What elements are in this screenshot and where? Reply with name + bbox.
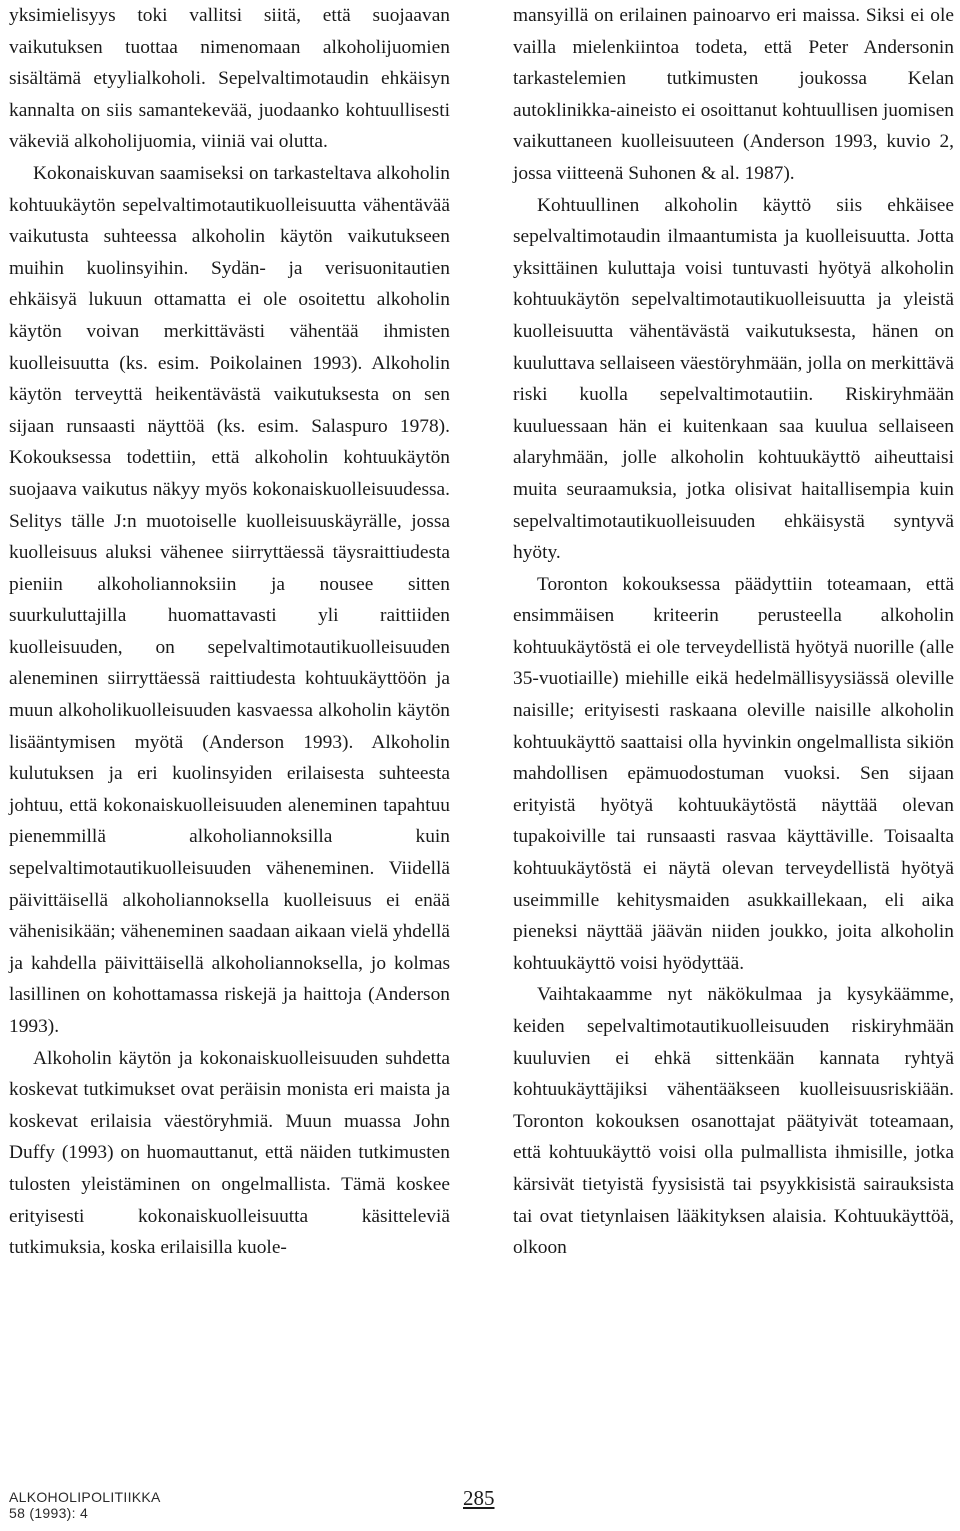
paragraph-right-4: Vaihtakaamme nyt näkökulmaa ja kysykäämme, keiden sepelvaltimotautikuolleisuuden riskiryhmään kuuluvien ei ehkä sittenkään kannata ryhtyä kohtuukäyttäjiksi vähentääkseen kuolleisuusriskiään. Toronton kokouksen osanottajat päätyivät toteamaan, että kohtuukäyttö voisi olla pulmallista ihmisille, jotka kärsivät tietyistä fyysisistä tai psyykkisistä sairauksista tai ovat tietynlaisen lääkityksen alaisia. Kohtuukäyttöä, olkoon bbox=[513, 984, 954, 1259]
journal-name: ALKOHOLIPOLITIIKKA bbox=[9, 1489, 161, 1505]
paragraph-left-1: yksimielisyys toki vallitsi siitä, että suojaavan vaikutuksen tuottaa nimenomaan alkoholijuomien sisältämä etyylialkoholi. Sepelvaltimotaudin ehkäisyn kannalta on siis samantekevää, juodaanko kohtuullisesti väkeviä alkoholijuomia, viiniä vai olutta. bbox=[9, 5, 450, 153]
journal-issue: 58 (1993): 4 bbox=[9, 1505, 89, 1521]
left-text-column bbox=[9, 0, 450, 1264]
page-number: 285 bbox=[463, 1486, 495, 1510]
paragraph-right-1: mansyillä on erilainen painoarvo eri maissa. Siksi ei ole vailla mielenkiintoa todeta, että Peter Andersonin tarkastelemien tutkimusten joukossa Kelan autoklinikka-aineisto ei osoittanut kohtuullisen juomisen vaikuttaneen kuolleisuuteen (Anderson 1993, kuvio 2, jossa viitteenä Suhonen & al. 1987). bbox=[513, 5, 954, 184]
paragraph-right-2: Kohtuullinen alkoholin käyttö siis ehkäisee sepelvaltimotaudin ilmaantumista ja kuolleisuutta. Jotta yksittäinen kuluttaja voisi tuntuvasti hyötyä alkoholin kohtuukäytön sepelvaltimotautikuolleisuutta ja yleistä kuolleisuutta vähentävästä vaikutuksesta, hänen on kuuluttava sellaiseen väestöryhmään, jolla on merkittävä riski kuolla sepelvaltimotautiin. Riskiryhmään kuuluessaan hän ei kuitenkaan saa kuulua sellaiseen alaryhmään, jolle alkoholin kohtuukäyttö aiheuttaisi muita seuraamuksia, jotka olisivat haitallisempia kuin sepelvaltimotautikuolleisuuden ehkäisystä syntyvä hyöty. bbox=[513, 194, 954, 564]
paragraph-left-2: Kokonaiskuvan saamiseksi on tarkasteltava alkoholin kohtuukäytön sepelvaltimotautikuolleisuutta vähentävää vaikutusta suhteessa alkoholin käytön vaikutukseen muihin kuolinsyihin. Sydän- ja verisuonitautien ehkäisyä lukuun ottamatta ei ole osoitettu alkoholin käytön voivan merkittävästi vähentää ihmisten kuolleisuutta (ks. esim. Poikolainen 1993). Alkoholin käytön terveyttä heikentävästä vaikutuksesta on sen sijaan runsaasti näyttöä (ks. esim. Salaspuro 1978). Kokouksessa todettiin, että alkoholin kohtuukäytön suojaava vaikutus näkyy myös kokonaiskuolleisuudessa. Selitys tälle J:n muotoiselle kuolleisuuskäyrälle, jossa kuolleisuus aluksi vähenee siirryttäessä täysraittiudesta pieniin alkoholiannoksiin ja nousee sitten suurkuluttajilla huomattavasti yli raittiiden kuolleisuuden, on sepelvaltimotautikuolleisuuden aleneminen siirryttäessä raittiudesta kohtuukäyttöön ja muun alkoholikuolleisuuden kasvaessa alkoholin käytön lisääntymisen myötä (Anderson 1993). Alkoholin kulutuksen ja eri kuolinsyiden erilaisesta suhteesta johtuu, että kokonaiskuolleisuuden aleneminen tapahtuu pienemmillä alkoholiannoksilla kuin sepelvaltimotautikuolleisuuden väheneminen. Viidellä päivittäisellä alkoholiannoksella kuolleisuus ei enää vähenisikään; väheneminen saadaan aikaan vielä yhdellä ja kahdella päivittäisellä alkoholiannoksella, jo kolmas lasillinen on kohottamassa riskejä ja haittoja (Anderson 1993). bbox=[9, 162, 450, 1037]
right-text-column bbox=[513, 0, 954, 1264]
paragraph-right-3: Toronton kokouksessa päädyttiin toteamaan, että ensimmäisen kriteerin perusteella alkoholin kohtuukäytöstä ei ole terveydellistä hyötyä nuorille (alle 35-vuotiaille) miehille eikä hedelmällisyysiässä oleville naisille; erityisesti raskaana oleville naisille alkoholin kohtuukäyttö saattaisi olla hyvinkin ongelmallista sikiön mahdollisen epämuodostuman vuoksi. Sen sijaan erityistä hyötyä kohtuukäytöstä näyttää olevan tupakoiville tai runsaasti rasvaa käyttäville. Toisaalta kohtuukäytöstä ei näytä olevan terveydellistä hyötyä useimmille kehitysmaiden asukkaillekaan, eli aika pieneksi näyttää jäävän niiden joukko, joita alkoholin kohtuukäyttö voisi hyödyttää. bbox=[513, 573, 954, 974]
paragraph-left-3: Alkoholin käytön ja kokonaiskuolleisuuden suhdetta koskevat tutkimukset ovat peräisin monista eri maista ja koskevat erilaisia väestöryhmiä. Muun muassa John Duffy (1993) on huomauttanut, että näiden tutkimusten tulosten yleistäminen on ongelmallista. Tämä koskee erityisesti kokonaiskuolleisuutta käsitteleviä tutkimuksia, koska erilaisilla kuole- bbox=[9, 1047, 450, 1259]
journal-footer bbox=[9, 1489, 161, 1521]
